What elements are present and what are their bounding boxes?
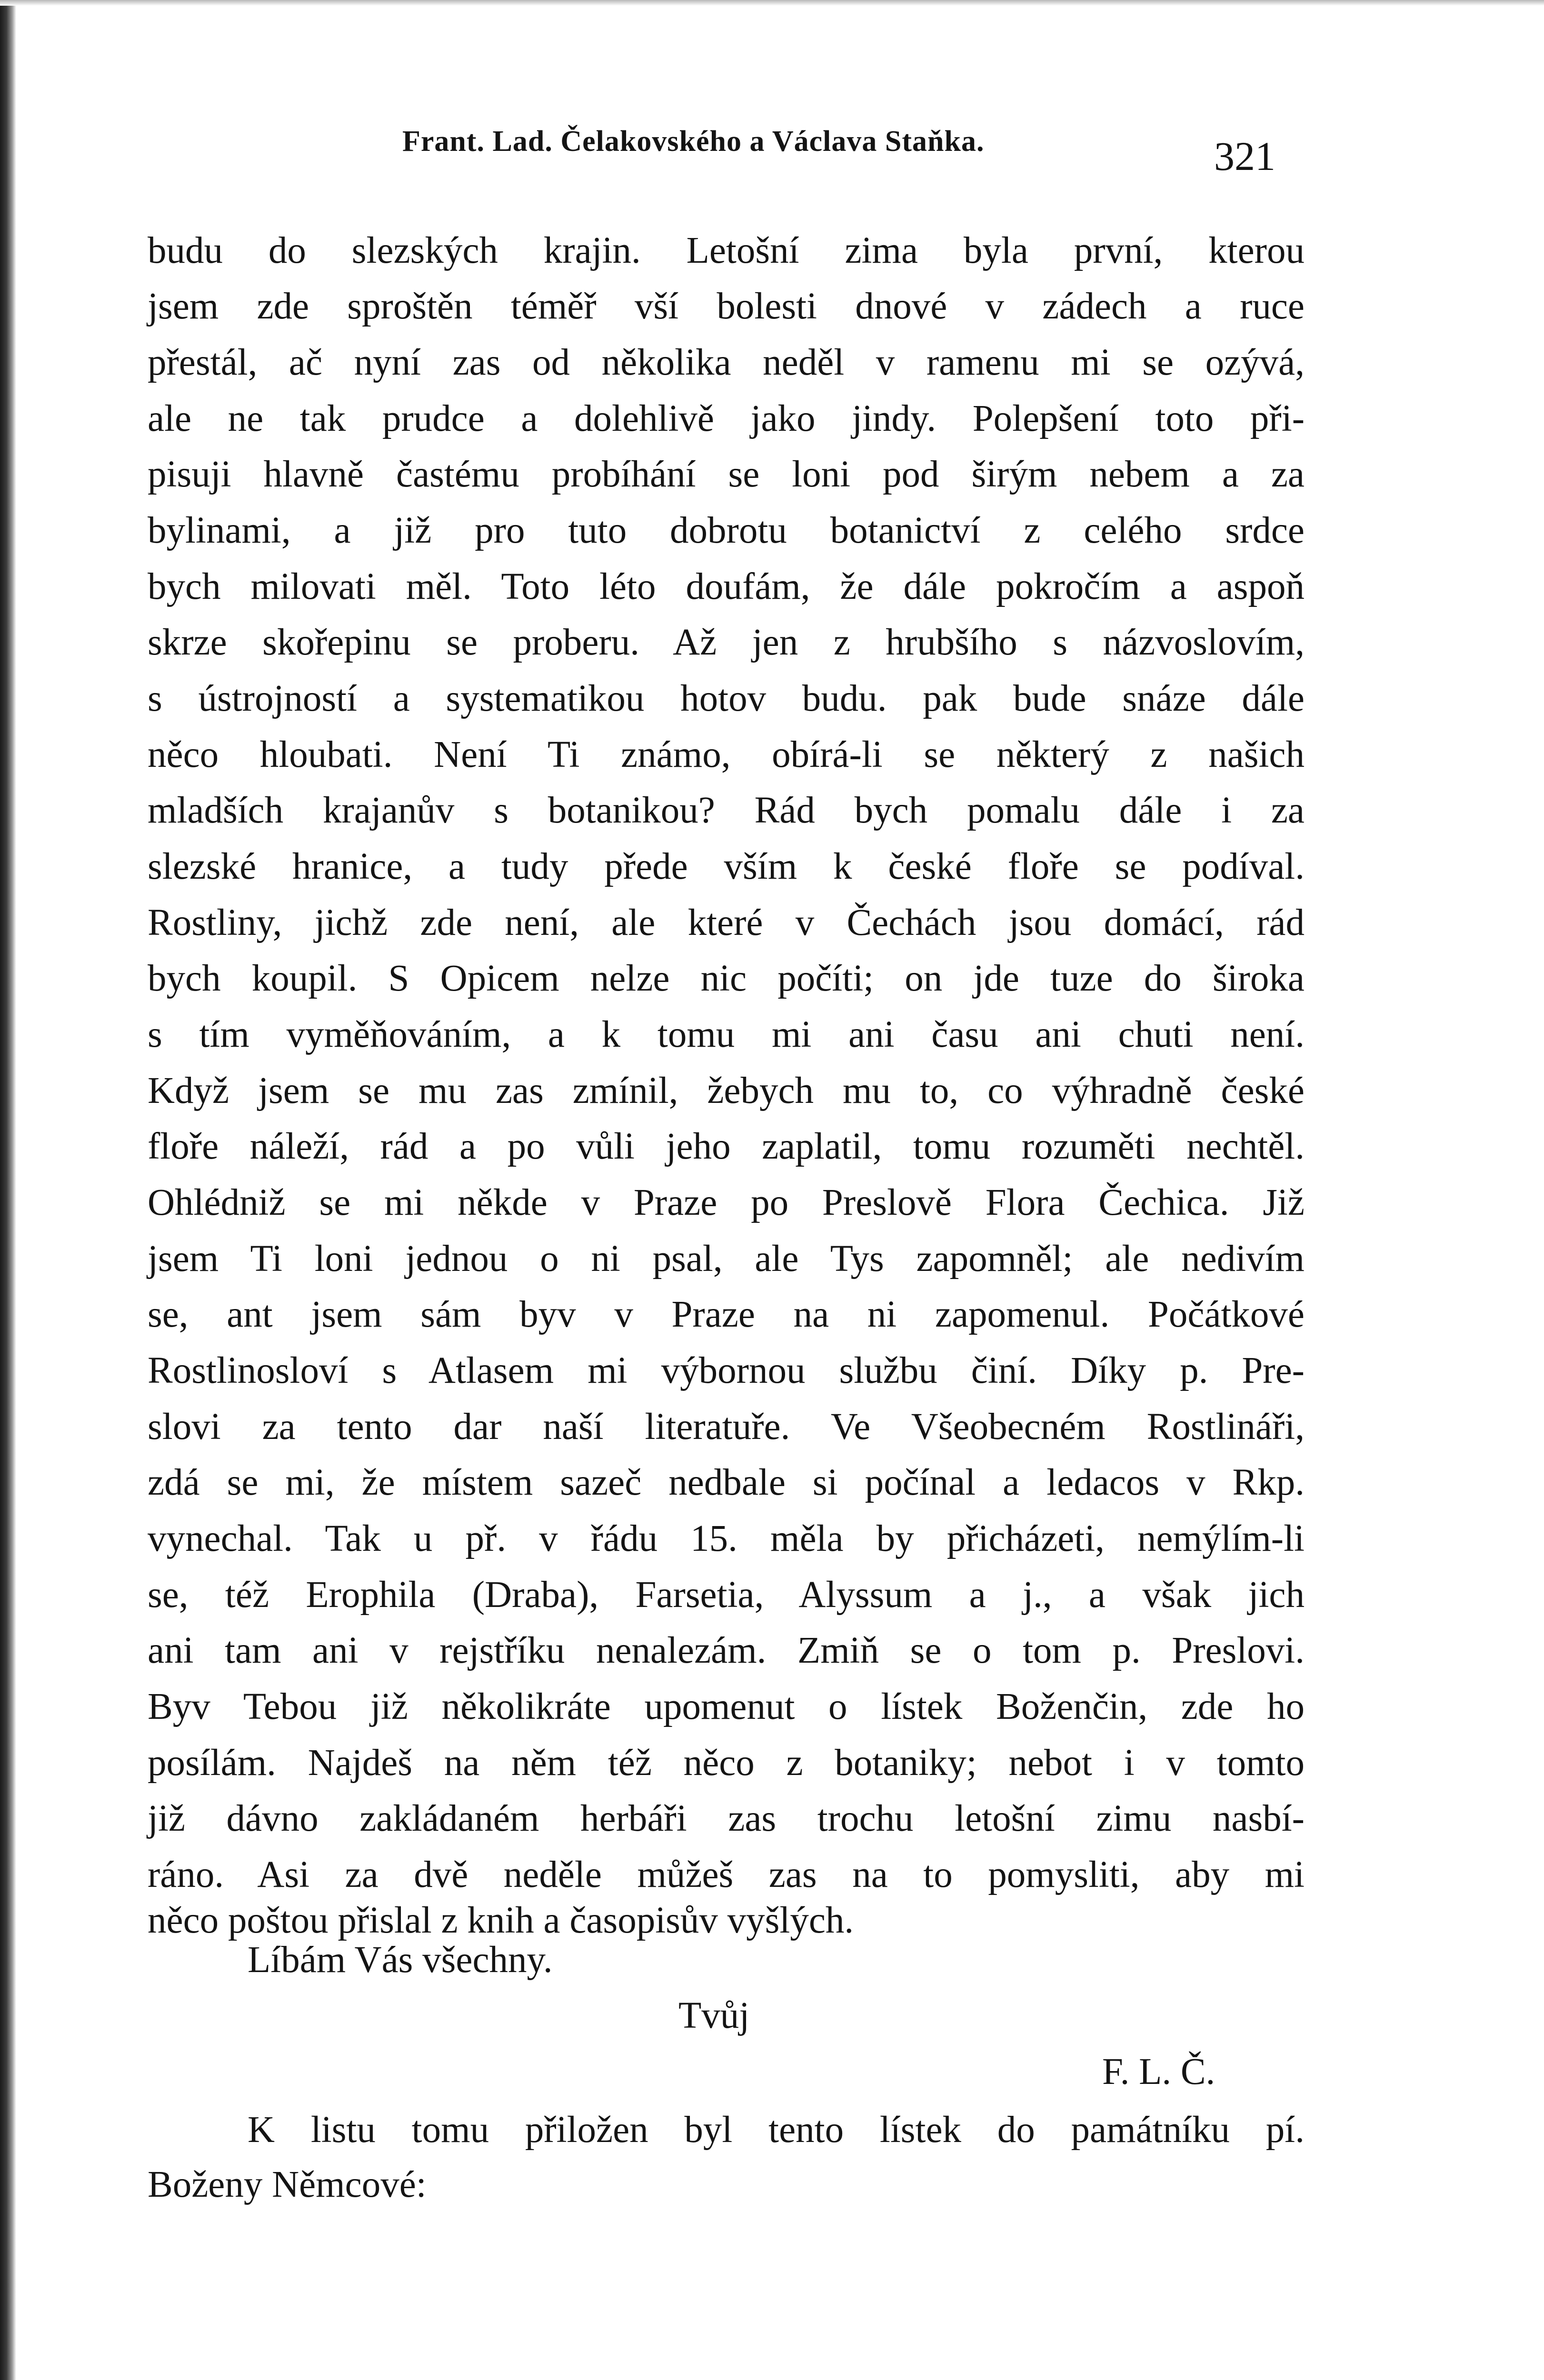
text-line: jsem Ti loni jednou o ni psal, ale Tys zapomněl; ale nedivím (148, 1238, 1305, 1279)
page-top-edge (0, 0, 1544, 6)
text-line: vynechal. Tak u př. v řádu 15. měla by přicházeti, nemýlím-li (148, 1518, 1305, 1559)
text-line: mladších krajanův s botanikou? Rád bych pomalu dále i za (148, 790, 1305, 831)
text-line: ani tam ani v rejstříku nenalezám. Zmiň se o tom p. Preslovi. (148, 1630, 1305, 1671)
letter-closing: Tvůj (678, 1995, 750, 2036)
text-line: skrze skořepinu se proberu. Až jen z hrubšího s názvoslovím, (148, 622, 1305, 663)
text-line: bylinami, a již pro tuto dobrotu botanictví z celého srdce (148, 510, 1305, 551)
text-line: jsem zde sproštěn téměř vší bolesti dnové v zádech a ruce (148, 286, 1305, 327)
text-line: něco hloubati. Není Ti známo, obírá-li se některý z našich (148, 734, 1305, 775)
text-line: bych koupil. S Opicem nelze nic počíti; on jde tuze do široka (148, 958, 1305, 999)
text-line: slezské hranice, a tudy přede vším k české floře se podíval. (148, 846, 1305, 887)
text-line: Ohlédniž se mi někde v Praze po Preslově Flora Čechica. Již (148, 1182, 1305, 1223)
text-line: K listu tomu přiložen byl tento lístek do památníku pí. (248, 2109, 1305, 2151)
letter-signature: F. L. Č. (1102, 2051, 1215, 2092)
text-line: s tím vyměňováním, a k tomu mi ani času ani chuti není. (148, 1014, 1305, 1055)
letter-salutation: Líbám Vás všechny. (248, 1939, 553, 1981)
text-line: Byv Tebou již několikráte upomenut o lístek Boženčin, zde ho (148, 1686, 1305, 1727)
page-number: 321 (1214, 133, 1275, 179)
text-line: se, též Erophila (Draba), Farsetia, Alyssum a j., a však jich (148, 1574, 1305, 1616)
text-line: budu do slezských krajin. Letošní zima byla první, kterou (148, 230, 1305, 271)
text-line: se, ant jsem sám byv v Praze na ni zapomenul. Počátkové (148, 1294, 1305, 1335)
text-line: s ústrojností a systematikou hotov budu. pak bude snáze dále (148, 678, 1305, 719)
text-line: Boženy Němcové: (148, 2164, 427, 2205)
text-line: Když jsem se mu zas zmínil, žebych mu to, co výhradně české (148, 1070, 1305, 1111)
text-line: něco poštou přislal z knih a časopisův vyšlých. (148, 1900, 854, 1941)
text-line: Rostliny, jichž zde není, ale které v Čechách jsou domácí, rád (148, 902, 1305, 943)
text-line: zdá se mi, že místem sazeč nedbale si počínal a ledacos v Rkp. (148, 1462, 1305, 1503)
text-line: ráno. Asi za dvě neděle můžeš zas na to pomysliti, aby mi (148, 1854, 1305, 1895)
text-line: slovi za tento dar naší literatuře. Ve Všeobecném Rostlináři, (148, 1406, 1305, 1448)
text-line: floře náleží, rád a po vůli jeho zaplatil, tomu rozuměti nechtěl. (148, 1126, 1305, 1167)
text-line: pisuji hlavně častému probíhání se loni pod širým nebem a za (148, 454, 1305, 495)
text-line: bych milovati měl. Toto léto doufám, že dále pokročím a aspoň (148, 566, 1305, 607)
text-line: přestál, ač nyní zas od několika neděl v ramenu mi se ozývá, (148, 342, 1305, 383)
running-title: Frant. Lad. Čelakovského a Václava Staňka. (402, 125, 985, 158)
text-line: ale ne tak prudce a dolehlivě jako jindy. Polepšení toto při- (148, 398, 1305, 439)
text-line: již dávno zakládaném herbáři zas trochu letošní zimu nasbí- (148, 1798, 1305, 1839)
text-line: Rostlinosloví s Atlasem mi výbornou službu činí. Díky p. Pre- (148, 1350, 1305, 1391)
text-line: posílám. Najdeš na něm též něco z botaniky; nebot i v tomto (148, 1742, 1305, 1784)
page-binding-edge (0, 0, 16, 2380)
